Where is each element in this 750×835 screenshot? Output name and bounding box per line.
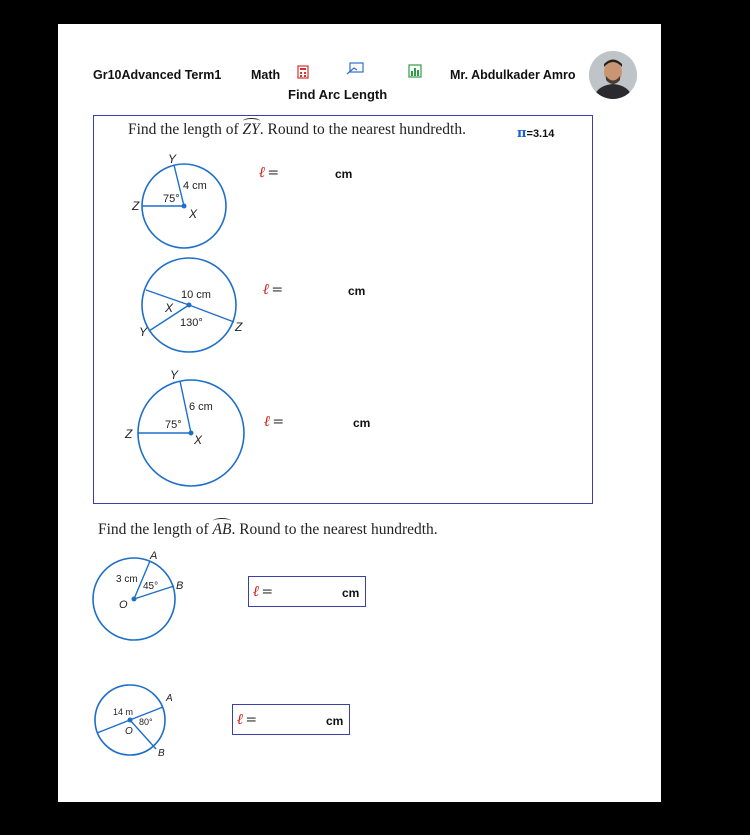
answer-label-4: ℓ = <box>253 582 274 600</box>
angle-label: 80° <box>139 717 153 727</box>
angle-label: 45° <box>143 581 159 592</box>
teacher-avatar <box>589 51 637 99</box>
point-b-label: B <box>158 748 165 759</box>
unit-label-4: cm <box>342 586 360 600</box>
center-x-label: X <box>194 433 203 447</box>
point-z-label: Z <box>125 427 133 441</box>
circle-diagram-4 <box>88 545 198 650</box>
point-z-label: Z <box>132 199 140 213</box>
radius-label: 14 m <box>113 707 134 717</box>
radius-label: 3 cm <box>116 574 138 585</box>
arc-ab-label: AB <box>212 521 232 538</box>
point-a-label: A <box>166 693 173 704</box>
center-x-label: X <box>165 301 174 315</box>
subject-label: Math <box>251 68 281 82</box>
radius-label: 6 cm <box>189 401 213 413</box>
arc-zy-label: ZY <box>242 121 260 138</box>
pi-value: π=3.14 <box>517 126 555 141</box>
section2-instruction: Find the length of AB. Round to the nearest hundredth. <box>98 521 438 538</box>
unit-label-2: cm <box>348 284 366 298</box>
angle-label: 75° <box>163 193 180 205</box>
circle-diagram-3 <box>120 365 250 490</box>
center-o-label: O <box>119 599 128 611</box>
section1-instruction: Find the length of ZY. Round to the nearest hundredth. <box>128 121 466 138</box>
teacher-name: Mr. Abdulkader Amro <box>450 68 576 82</box>
point-y-label: Y <box>139 325 148 339</box>
presentation-icon <box>345 62 365 76</box>
worksheet-title: Find Arc Length <box>288 87 388 102</box>
pi-symbol: π <box>517 126 527 141</box>
circle-diagram-2 <box>132 255 257 360</box>
answer-label-3: ℓ = <box>264 412 285 430</box>
unit-label-5: cm <box>326 714 344 728</box>
circle-diagram-5 <box>92 680 182 762</box>
angle-label: 75° <box>165 419 182 431</box>
center-x-label: X <box>189 207 198 221</box>
point-z-label: Z <box>235 320 243 334</box>
center-o-label: O <box>125 726 133 737</box>
spreadsheet-chart-icon <box>408 64 422 78</box>
unit-label-3: cm <box>353 416 371 430</box>
answer-label-2: ℓ = <box>263 280 284 298</box>
point-y-label: Y <box>168 152 177 166</box>
point-a-label: A <box>150 550 158 562</box>
course-label: Gr10Advanced Term1 <box>93 68 222 82</box>
angle-label: 130° <box>180 317 203 329</box>
point-y-label: Y <box>170 368 179 382</box>
point-b-label: B <box>176 580 184 592</box>
radius-label: 4 cm <box>183 180 207 192</box>
answer-label-1: ℓ = <box>259 163 280 181</box>
circle-diagram-1 <box>125 148 245 258</box>
answer-label-5: ℓ = <box>237 710 258 728</box>
calculator-icon <box>297 65 309 79</box>
radius-label: 10 cm <box>181 289 211 301</box>
unit-label-1: cm <box>335 167 353 181</box>
